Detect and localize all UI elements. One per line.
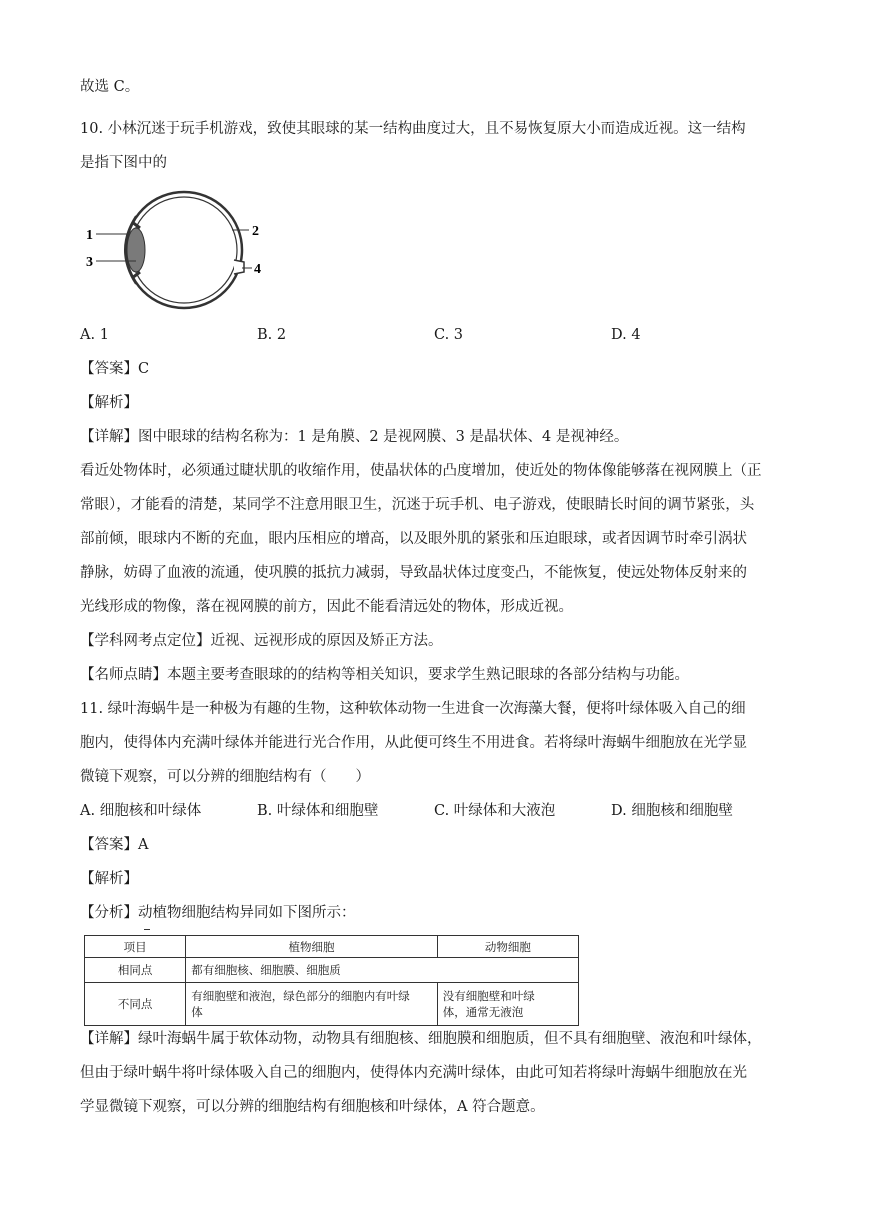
q10-paragraph-line-1: 看近处物体时，必须通过睫状肌的收缩作用，使晶状体的凸度增加，使近处的物体像能够落在视网膜上（正 [80, 463, 762, 479]
table-cell-plant-differences [186, 983, 438, 1026]
eye-label-1: 1 [86, 228, 93, 243]
eye-label-2: 2 [252, 224, 259, 239]
q11-detail-line-3: 学显微镜下观察，可以分辨的细胞结构有细胞核和叶绿体，A 符合题意。 [80, 1099, 545, 1115]
table-header-plant: 植物细胞 [186, 936, 438, 958]
retina-outline [131, 197, 237, 303]
q10-paragraph-line-2: 常眼），才能看的清楚，某同学不注意用眼卫生，沉迷于玩手机、电子游戏，使眼睛长时间的调节紧张，头 [80, 497, 755, 513]
table-header-item: 项目 [85, 936, 186, 958]
eyeball-diagram [84, 190, 274, 310]
animal-diff-line-2: 体，通常无液泡 [442, 1005, 524, 1019]
table-cell-animal-differences [437, 983, 578, 1026]
q11-answer: 【答案】A [80, 837, 149, 853]
q11-option-a: A. 细胞核和叶绿体 [80, 803, 202, 819]
table-cell-similarities-label: 相同点 [85, 958, 186, 983]
q11-option-d: D. 细胞核和细胞壁 [611, 803, 733, 819]
lens-shape [127, 228, 145, 272]
table-header-animal: 动物细胞 [437, 936, 578, 958]
q10-detail: 【详解】图中眼球的结构名称为：1 是角膜、2 是视网膜、3 是晶状体、4 是视神经。 [80, 429, 629, 445]
q10-key-point: 【学科网考点定位】近视、远视形成的原因及矫正方法。 [80, 633, 443, 649]
table-mark [144, 929, 150, 930]
q11-detail-line-1: 【详解】绿叶海蜗牛属于软体动物，动物具有细胞核、细胞膜和细胞质，但不具有细胞壁、液泡和叶绿体， [80, 1031, 762, 1047]
q10-option-a: A. 1 [80, 327, 109, 343]
animal-diff-line-1: 没有细胞壁和叶绿 [442, 989, 535, 1003]
q10-option-c: C. 3 [434, 327, 464, 343]
q10-option-d: D. 4 [611, 327, 641, 343]
q10-paragraph-line-3: 部前倾，眼球内不断的充血，眼内压相应的增高，以及眼外肌的紧张和压迫眼球，或者因调节时牵引涡状 [80, 531, 747, 547]
previous-answer-line: 故选 C。 [80, 79, 140, 95]
q10-paragraph-line-4: 静脉，妨碍了血液的流通，使巩膜的抵抗力减弱，导致晶状体过度变凸，不能恢复，使远处物体反射来的 [80, 565, 747, 581]
table-row-differences [85, 983, 579, 1026]
table-cell-differences-label: 不同点 [85, 983, 186, 1026]
question-10-text-line-2: 是指下图中的 [80, 155, 167, 171]
plant-diff-line-2: 体 [191, 1005, 203, 1019]
question-10-text-line-1: 10. 小林沉迷于玩手机游戏，致使其眼球的某一结构曲度过大，且不易恢复原大小而造成近视。这一结构 [80, 121, 746, 137]
q10-option-b: B. 2 [257, 327, 287, 343]
cell-comparison-table [84, 935, 579, 1026]
q11-option-b: B. 叶绿体和细胞壁 [257, 803, 379, 819]
q11-option-c: C. 叶绿体和大液泡 [434, 803, 556, 819]
q10-analysis-heading: 【解析】 [80, 395, 138, 411]
table-cell-similarities-value: 都有细胞核、细胞膜、细胞质 [186, 958, 579, 983]
question-11-text-line-2: 胞内，使得体内充满叶绿体并能进行光合作用，从此便可终生不用进食。若将绿叶海蜗牛细胞放在光学显 [80, 735, 747, 751]
q10-teacher-tip: 【名师点睛】本题主要考查眼球的的结构等相关知识，要求学生熟记眼球的各部分结构与功能。 [80, 667, 689, 683]
q11-analysis-intro: 【分析】动植物细胞结构异同如下图所示： [80, 905, 356, 921]
plant-diff-line-1: 有细胞壁和液泡，绿色部分的细胞内有叶绿 [191, 989, 410, 1003]
eye-label-4: 4 [254, 262, 261, 277]
question-11-text-line-3: 微镜下观察，可以分辨的细胞结构有（ ） [80, 769, 370, 785]
table-row-similarities [85, 958, 579, 983]
question-11-text-line-1: 11. 绿叶海蜗牛是一种极为有趣的生物，这种软体动物一生进食一次海藻大餐，便将叶绿体吸入自己的细 [80, 701, 746, 717]
q11-analysis-heading: 【解析】 [80, 871, 138, 887]
optic-nerve-shape [234, 260, 244, 274]
q10-answer: 【答案】C [80, 361, 150, 377]
q10-paragraph-line-5: 光线形成的物像，落在视网膜的前方，因此不能看清远处的物体，形成近视。 [80, 599, 573, 615]
q11-detail-line-2: 但由于绿叶蜗牛将叶绿体吸入自己的细胞内，使得体内充满叶绿体，由此可知若将绿叶海蜗牛细胞放在光 [80, 1065, 747, 1081]
table-header-row [85, 936, 579, 958]
eye-label-3: 3 [86, 255, 93, 270]
